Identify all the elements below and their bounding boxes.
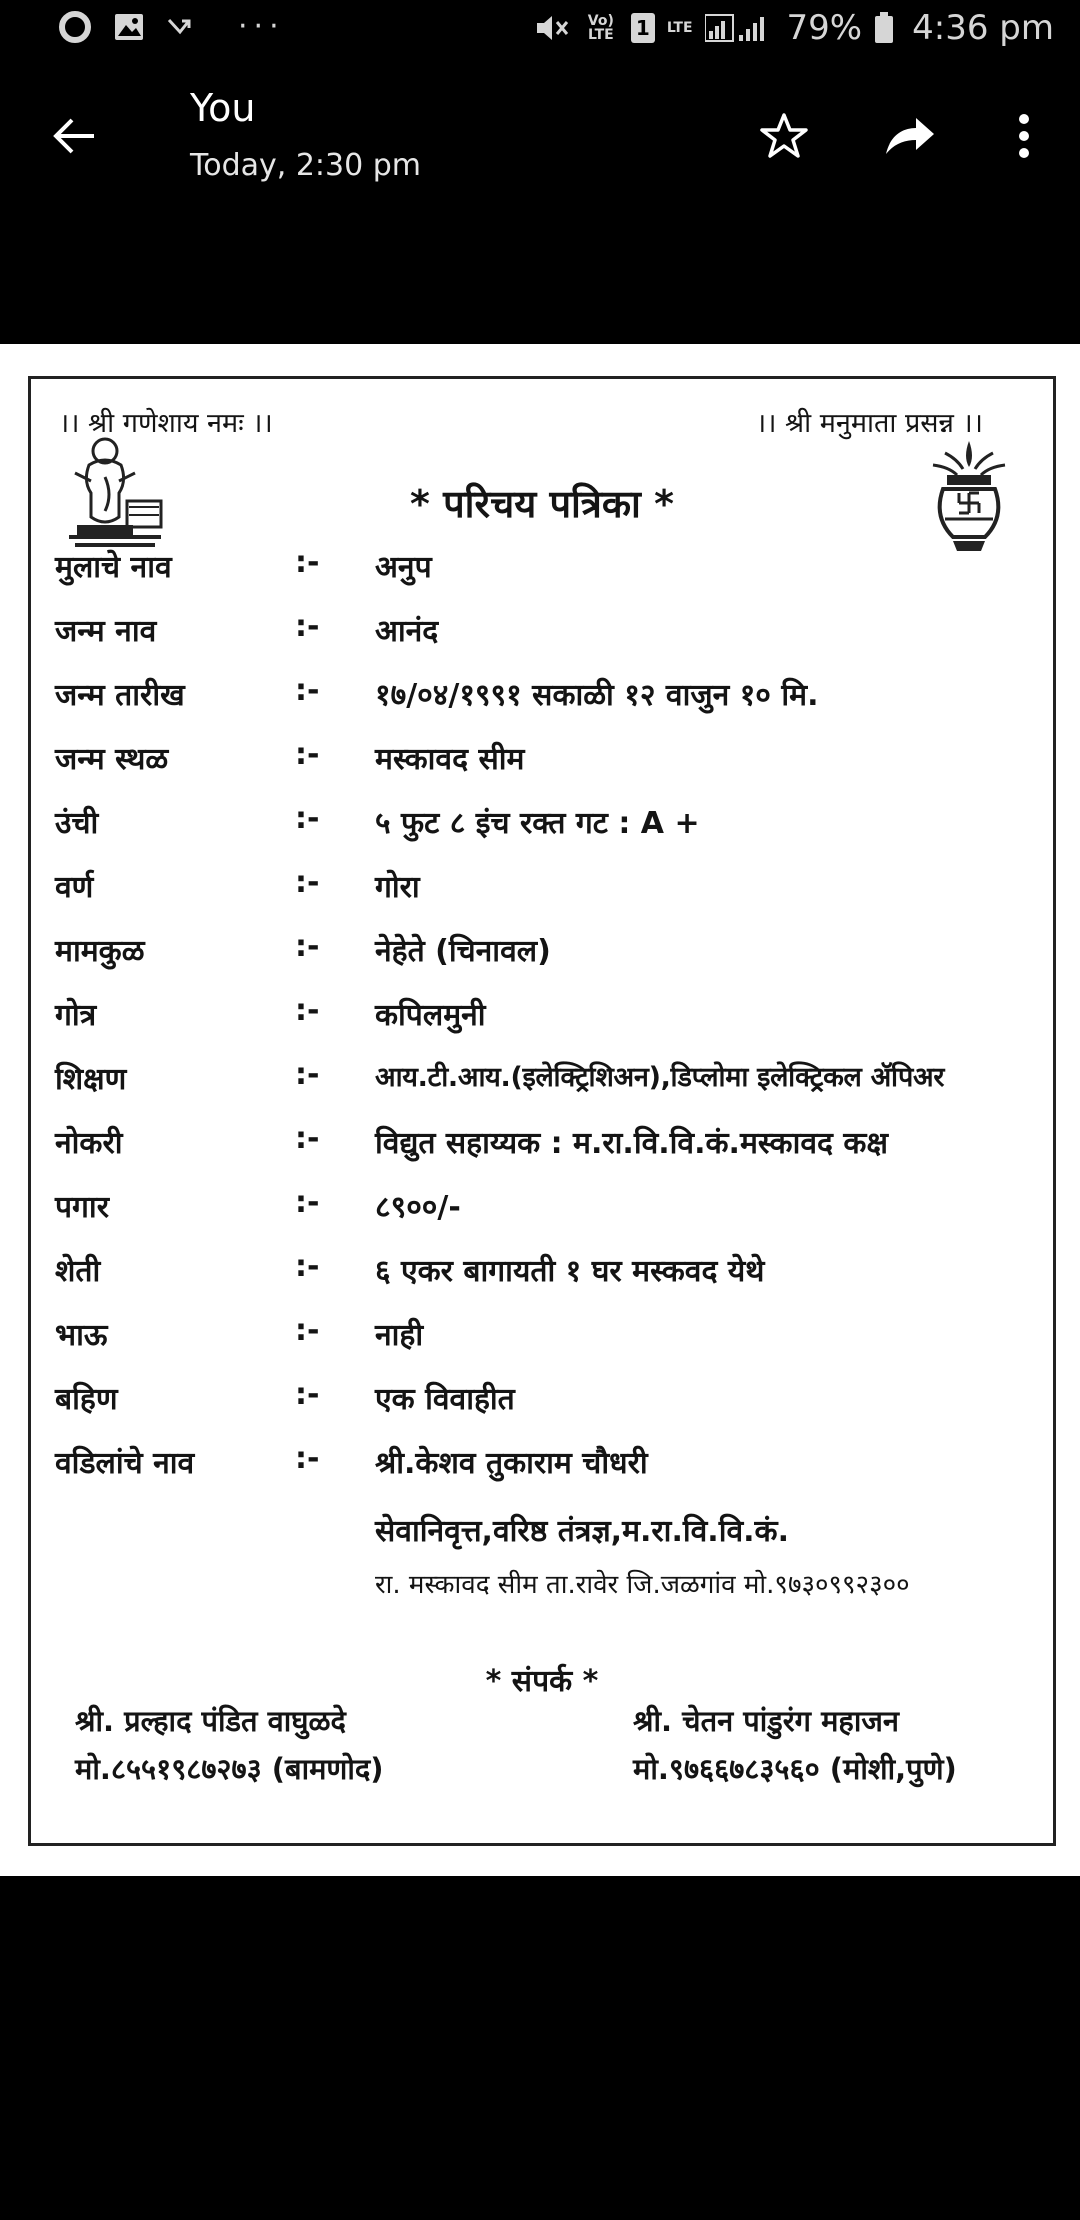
contact-left-phone: मो.८५५१९८७२७३ (बामणोद) <box>75 1752 384 1786</box>
row-value: ६ एकर बागायती १ घर मस्कवद येथे <box>375 1254 765 1289</box>
forward-button[interactable] <box>880 106 940 166</box>
share-icon <box>882 114 938 158</box>
row-value: मस्कावद सीम <box>375 742 525 777</box>
biodata-card <box>28 376 1056 1846</box>
row-birth-place <box>55 737 1045 789</box>
missed-call-icon <box>166 12 198 42</box>
more-vert-icon <box>1017 112 1031 160</box>
father-address: रा. मस्कावद सीम ता.रावेर जि.जळगांव मो.९७३०९९२३०० <box>375 1570 910 1600</box>
row-complexion <box>55 865 1045 917</box>
back-button[interactable] <box>44 106 104 166</box>
row-label: वर्ण <box>55 870 94 905</box>
clock: 4:36 pm <box>912 8 1054 48</box>
row-label: बहिण <box>55 1382 118 1417</box>
row-job <box>55 1121 1045 1173</box>
card-title: * परिचय पत्रिका * <box>410 482 674 526</box>
sim-badge: 1 <box>631 13 655 43</box>
viewer-header <box>0 66 1080 344</box>
row-label: शिक्षण <box>55 1062 127 1097</box>
row-label: भाऊ <box>55 1318 108 1353</box>
row-label: गोत्र <box>55 998 97 1033</box>
battery-percent: 79% <box>786 8 863 48</box>
row-gotra <box>55 993 1045 1045</box>
back-arrow-icon <box>50 116 98 156</box>
row-height <box>55 801 1045 853</box>
row-value: १७/०४/१९९१ सकाळी १२ वाजुन १० मि. <box>375 678 819 713</box>
row-label: मुलाचे नाव <box>55 550 172 585</box>
row-brother <box>55 1313 1045 1365</box>
row-birth-date <box>55 673 1045 725</box>
row-value: गोरा <box>375 870 420 905</box>
viewer-background <box>0 1876 1080 2220</box>
lte-label: LTE <box>666 20 693 36</box>
row-value: ८९००/- <box>375 1190 461 1225</box>
row-label: जन्म तारीख <box>55 678 185 713</box>
row-label: मामकुळ <box>55 934 145 969</box>
gallery-icon <box>112 10 146 44</box>
row-label: शेती <box>55 1254 101 1289</box>
signal-icon <box>705 11 775 45</box>
row-farm <box>55 1249 1045 1301</box>
row-value: नेहेते (चिनावल) <box>375 934 551 969</box>
contact-right-phone: मो.९७६६७८३५६० (मोशी,पुणे) <box>633 1752 957 1786</box>
row-value: विद्युत सहाय्यक : म.रा.वि.वि.कं.मस्कावद कक्ष <box>375 1126 888 1161</box>
contact-heading: * संपर्क * <box>485 1664 599 1699</box>
sender-name: You <box>190 86 256 130</box>
row-value: नाही <box>375 1318 424 1353</box>
row-value: ५ फुट ८ इंच रक्त गट : A + <box>375 806 700 841</box>
row-value: आनंद <box>375 614 439 649</box>
more-options-button[interactable] <box>994 106 1054 166</box>
message-timestamp: Today, 2:30 pm <box>190 148 422 183</box>
row-separator: :- <box>295 1441 320 1476</box>
row-separator: :- <box>295 1249 320 1284</box>
row-separator: :- <box>295 801 320 836</box>
row-salary <box>55 1185 1045 1237</box>
row-maternal-family <box>55 929 1045 981</box>
contact-left-name: श्री. प्रल्हाद पंडित वाघुळदे <box>75 1704 346 1738</box>
father-occupation: सेवानिवृत्त,वरिष्ठ तंत्रज्ञ,म.रा.वि.वि.कं. <box>375 1514 789 1549</box>
volte-label: Vo) LTE <box>587 13 614 43</box>
row-separator: :- <box>295 737 320 772</box>
row-label: वडिलांचे नाव <box>55 1446 195 1481</box>
status-bar <box>0 0 1080 66</box>
row-separator: :- <box>295 929 320 964</box>
mute-icon <box>533 11 571 45</box>
opera-icon <box>58 10 92 44</box>
image-viewer[interactable] <box>0 344 1080 1876</box>
contact-right-name: श्री. चेतन पांडुरंग महाजन <box>633 1704 899 1738</box>
more-notifications: ··· <box>238 9 285 44</box>
row-value: एक विवाहीत <box>375 1382 515 1417</box>
row-label: नोकरी <box>55 1126 123 1161</box>
row-sister <box>55 1377 1045 1429</box>
invocation-left: ।। श्री गणेशाय नमः ।। <box>59 408 273 439</box>
row-father-name <box>55 1441 1045 1493</box>
row-label: पगार <box>55 1190 109 1225</box>
row-name <box>55 545 1045 597</box>
row-birth-name <box>55 609 1045 661</box>
row-separator: :- <box>295 1313 320 1348</box>
star-icon <box>759 111 809 161</box>
invocation-right: ।। श्री मनुमाता प्रसन्न ।। <box>755 408 983 439</box>
row-separator: :- <box>295 1185 320 1220</box>
battery-icon <box>874 11 894 45</box>
row-label: उंची <box>55 806 99 841</box>
row-separator: :- <box>295 673 320 708</box>
row-separator: :- <box>295 1057 320 1092</box>
row-separator: :- <box>295 545 320 580</box>
row-value: कपिलमुनी <box>375 998 486 1033</box>
row-value: अनुप <box>375 550 432 585</box>
row-label: जन्म नाव <box>55 614 157 649</box>
row-label: जन्म स्थळ <box>55 742 169 777</box>
row-value: श्री.केशव तुकाराम चौधरी <box>375 1446 648 1481</box>
row-separator: :- <box>295 865 320 900</box>
row-education <box>55 1057 1045 1109</box>
star-button[interactable] <box>754 106 814 166</box>
row-separator: :- <box>295 609 320 644</box>
row-value: आय.टी.आय.(इलेक्ट्रिशिअन),डिप्लोमा इलेक्ट्रिकल ॲपिअर <box>375 1062 945 1093</box>
row-separator: :- <box>295 1377 320 1412</box>
row-separator: :- <box>295 993 320 1028</box>
row-separator: :- <box>295 1121 320 1156</box>
